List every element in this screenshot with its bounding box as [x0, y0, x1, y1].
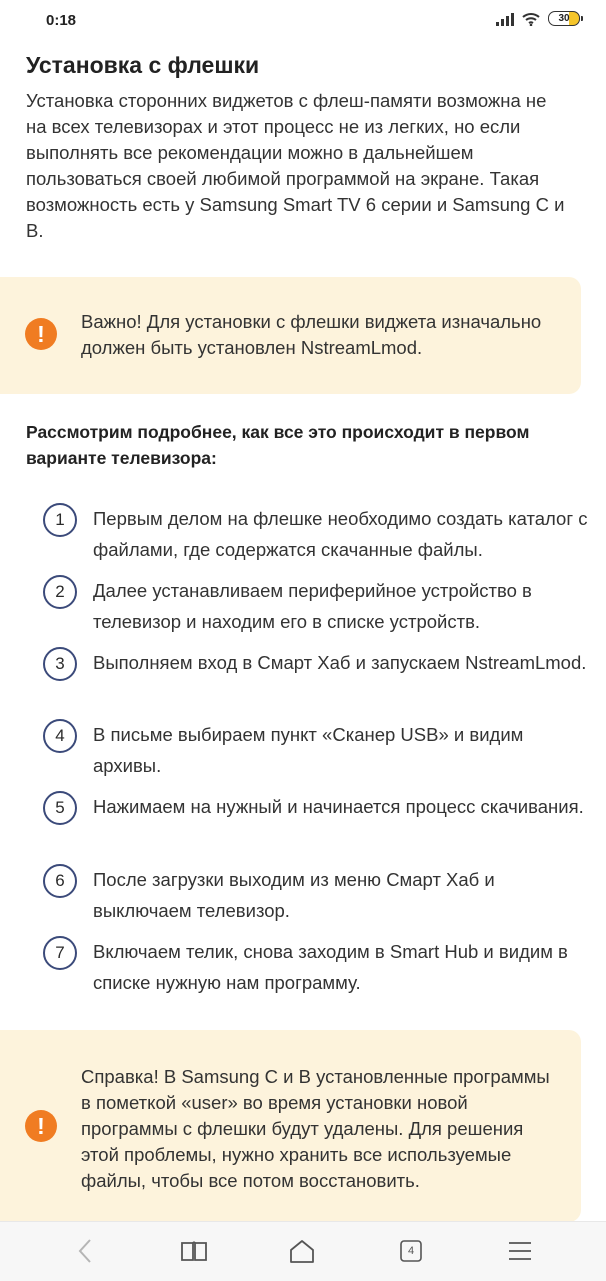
- step-number: 6: [43, 864, 77, 898]
- battery-level: 30: [558, 13, 570, 24]
- browser-nav-bar: [0, 1221, 606, 1281]
- step-number: 2: [43, 575, 77, 609]
- step-text: Выполняем вход в Смарт Хаб и запускаем NstreamLmod.: [93, 652, 587, 673]
- status-time: 0:18: [46, 12, 77, 29]
- important-note: Важно! Для установки с флешки виджета изначально должен быть установлен NstreamLmod.: [81, 311, 542, 358]
- step-text: Далее устанавливаем периферийное устройство в телевизор и находим его в списке устройств.: [93, 580, 532, 632]
- battery-icon: [548, 11, 580, 26]
- important-callout: [0, 277, 581, 394]
- step-text: Нажимаем на нужный и начинается процесс скачивания.: [93, 796, 584, 817]
- tabs-count: 4: [407, 1245, 415, 1257]
- status-icons: [496, 11, 580, 26]
- exclamation-icon: !: [25, 318, 57, 350]
- reader-icon: [180, 1240, 208, 1262]
- menu-icon: [507, 1240, 533, 1262]
- step-number: 4: [43, 719, 77, 753]
- step-text: В письме выбираем пункт «Сканер USB» и видим архивы.: [93, 724, 524, 776]
- step-text: Первым делом на флешке необходимо создать каталог с файлами, где содержатся скачанные файлы.: [93, 508, 588, 560]
- step-number: 3: [43, 647, 77, 681]
- home-button[interactable]: [287, 1236, 317, 1266]
- status-bar: [0, 0, 606, 40]
- step-text: После загрузки выходим из меню Смарт Хаб и выключаем телевизор.: [93, 869, 495, 921]
- step-number: 1: [43, 503, 77, 537]
- intro-paragraph: Установка сторонних виджетов с флеш-памяти возможна не на всех телевизорах и этот процесс не из легких, но если выполнять все рекомендации можно в дальнейшем пользоваться своей любимой программой на экране. Такая возможность есть у Samsung Smart TV 6 серии и Samsung C и B.: [26, 90, 565, 241]
- signal-icon: [496, 12, 514, 26]
- tabs-button[interactable]: [396, 1236, 426, 1266]
- reference-callout: [0, 1030, 581, 1222]
- step-text: Включаем телик, снова заходим в Smart Hub и видим в списке нужную нам программу.: [93, 941, 568, 993]
- step-number: 5: [43, 791, 77, 825]
- home-icon: [288, 1238, 316, 1264]
- back-icon: [77, 1238, 93, 1264]
- menu-button[interactable]: [505, 1236, 535, 1266]
- wifi-icon: [522, 12, 540, 26]
- section-title: Установка с флешки: [26, 52, 260, 78]
- back-button[interactable]: [70, 1236, 100, 1266]
- reader-button[interactable]: [179, 1236, 209, 1266]
- step-number: 7: [43, 936, 77, 970]
- steps-heading: Рассмотрим подробнее, как все это происходит в первом варианте телевизора:: [26, 422, 530, 468]
- exclamation-icon: !: [25, 1110, 57, 1142]
- reference-note: Справка! В Samsung C и B установленные программы в пометкой «user» во время установки новой программы с флешки будут удалены. Для решения этой проблемы, нужно хранить все используемые файлы, чтобы все потом восстановить.: [81, 1066, 550, 1191]
